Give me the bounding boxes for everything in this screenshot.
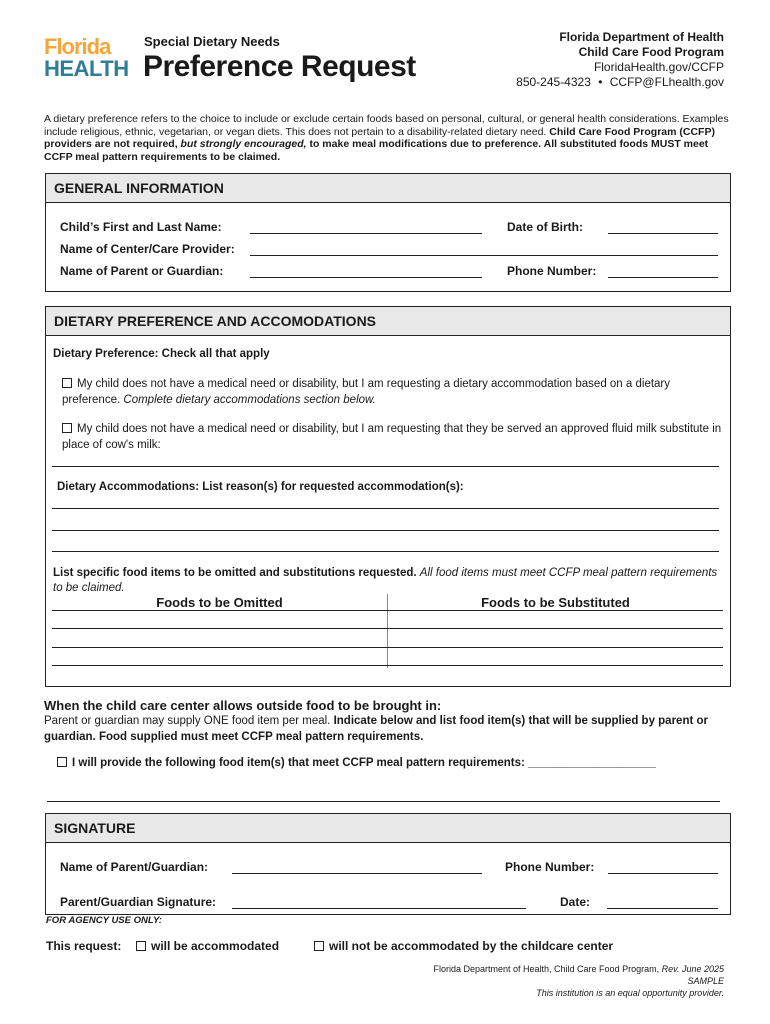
food-row-line-4[interactable] <box>52 665 723 666</box>
outside-food-heading: When the child care center allows outside food to be brought in: <box>44 698 442 713</box>
dob-field[interactable] <box>608 233 718 234</box>
outside-food-note: Parent or guardian may supply ONE food item per meal. <box>44 715 331 727</box>
footer-equal-opportunity: This institution is an equal opportunity provider. <box>536 988 724 998</box>
form-subtitle: Special Dietary Needs <box>144 34 280 49</box>
provide-food-option <box>57 757 656 769</box>
center-name-label: Name of Center/Care Provider: <box>60 242 235 256</box>
dietary-preference-section <box>45 306 731 687</box>
parent-name-label: Name of Parent or Guardian: <box>60 264 224 278</box>
guardian-signature-field[interactable] <box>232 908 526 909</box>
footer-org: Florida Department of Health, Child Care Food Program, <box>433 964 660 974</box>
intro-meal-modifications: to make meal modifications due to preference. All substituted foods MUST meet CCFP meal pattern requirements to be claimed. <box>44 138 709 163</box>
food-row-line-2[interactable] <box>52 628 723 629</box>
accommodation-reason-line-1[interactable] <box>52 508 719 509</box>
food-row-line-3[interactable] <box>52 647 723 648</box>
option-2-text: My child does not have a medical need or disability, but I am requesting that they be served an approved fluid milk substitute in place of cow's milk: <box>62 423 722 451</box>
preference-option-1 <box>62 376 710 408</box>
florida-health-logo <box>44 34 129 81</box>
checkbox-dietary-preference[interactable] <box>62 378 72 388</box>
not-accommodated-text: will not be accommodated by the childcare center <box>329 939 614 953</box>
guardian-signature-label: Parent/Guardian Signature: <box>60 895 217 909</box>
program-name: Child Care Food Program <box>578 45 724 59</box>
food-list-note: All food items must meet CCFP meal pattern requirements to be claimed. <box>53 567 718 594</box>
food-row-line-1[interactable] <box>52 610 723 611</box>
option-1-text: My child does not have a medical need or disability, but I am requesting a dietary accommodation based on a dietary preference. <box>62 378 671 406</box>
col-foods-omitted: Foods to be Omitted <box>156 595 283 610</box>
dob-label: Date of Birth: <box>507 220 583 234</box>
signature-heading: SIGNATURE <box>46 814 730 843</box>
table-divider <box>387 594 388 668</box>
checkbox-provide-food[interactable] <box>57 757 67 767</box>
food-list-label: List specific food items to be omitted and substitutions requested. <box>53 567 417 579</box>
preference-option-2 <box>62 421 722 453</box>
intro-encouraged: but strongly encouraged, <box>180 138 307 150</box>
bullet: • <box>598 75 603 89</box>
parent-guardian-name-field[interactable] <box>232 873 482 874</box>
parent-guardian-name-label: Name of Parent/Guardian: <box>60 860 209 874</box>
col-foods-substituted: Foods to be Substituted <box>481 595 630 610</box>
accommodated-text: will be accommodated <box>151 939 280 953</box>
email-link[interactable]: CCFP@FLhealth.gov <box>609 75 724 89</box>
this-request-label: This request: <box>46 939 122 953</box>
org-name: Florida Department of Health <box>559 30 724 44</box>
website-link[interactable]: FloridaHealth.gov/CCFP <box>593 60 724 74</box>
food-list-instructions <box>53 566 723 596</box>
general-information-heading: GENERAL INFORMATION <box>46 174 730 203</box>
signature-phone-field[interactable] <box>608 873 718 874</box>
provide-food-line[interactable] <box>47 801 720 802</box>
footer <box>433 963 724 999</box>
header-contact <box>516 30 724 90</box>
checkbox-milk-substitute[interactable] <box>62 423 72 433</box>
dietary-preference-heading: DIETARY PREFERENCE AND ACCOMODATIONS <box>46 307 730 336</box>
checkbox-not-accommodated[interactable] <box>314 941 324 951</box>
intro-text <box>44 113 734 163</box>
footer-sample: SAMPLE <box>687 976 724 986</box>
phone-label: Phone Number: <box>507 264 597 278</box>
check-all-label: Dietary Preference: Check all that apply <box>53 348 270 360</box>
accommodation-reason-line-3[interactable] <box>52 551 719 552</box>
parent-name-field[interactable] <box>250 277 482 278</box>
intro-paragraph: A dietary preference refers to the choice to include or exclude certain foods based on personal, cultural, or general health considerations. Examples include religious, ethnic, vegetarian, or vegan diets. This does not pertain to a disability-related dietary need. <box>44 113 729 138</box>
logo-line-florida: Florida <box>44 34 111 59</box>
child-name-field[interactable] <box>250 233 482 234</box>
accommodated-option <box>136 939 279 953</box>
center-name-field[interactable] <box>250 255 718 256</box>
not-accommodated-option <box>314 939 613 953</box>
option-1-instruction: Complete dietary accommodations section below. <box>123 394 376 406</box>
checkbox-accommodated[interactable] <box>136 941 146 951</box>
logo-line-health: HEALTH <box>44 56 129 81</box>
child-name-label: Child’s First and Last Name: <box>60 220 222 234</box>
form-title: Preference Request <box>143 50 416 83</box>
intro-not-required: Child Care Food Program (CCFP) providers are not required, <box>44 125 715 150</box>
outside-food-text <box>44 713 724 745</box>
accommodations-label: Dietary Accommodations: List reason(s) for requested accommodation(s): <box>57 481 464 493</box>
phone-number: 850-245-4323 <box>516 75 591 89</box>
accommodation-reason-line-2[interactable] <box>52 530 719 531</box>
provide-food-text: I will provide the following food item(s) that meet CCFP meal pattern requirements: ____________________ <box>72 757 656 769</box>
milk-substitute-field[interactable] <box>52 466 719 467</box>
agency-use-label: FOR AGENCY USE ONLY: <box>46 915 162 926</box>
signature-date-field[interactable] <box>607 908 718 909</box>
outside-food-instructions: Indicate below and list food item(s) that will be supplied by parent or guardian. Food supplied must meet CCFP meal pattern requirements. <box>44 715 709 743</box>
footer-revision: Rev. June 2025 <box>661 964 724 974</box>
signature-date-label: Date: <box>560 895 591 909</box>
phone-field[interactable] <box>608 277 718 278</box>
signature-phone-label: Phone Number: <box>505 860 595 874</box>
